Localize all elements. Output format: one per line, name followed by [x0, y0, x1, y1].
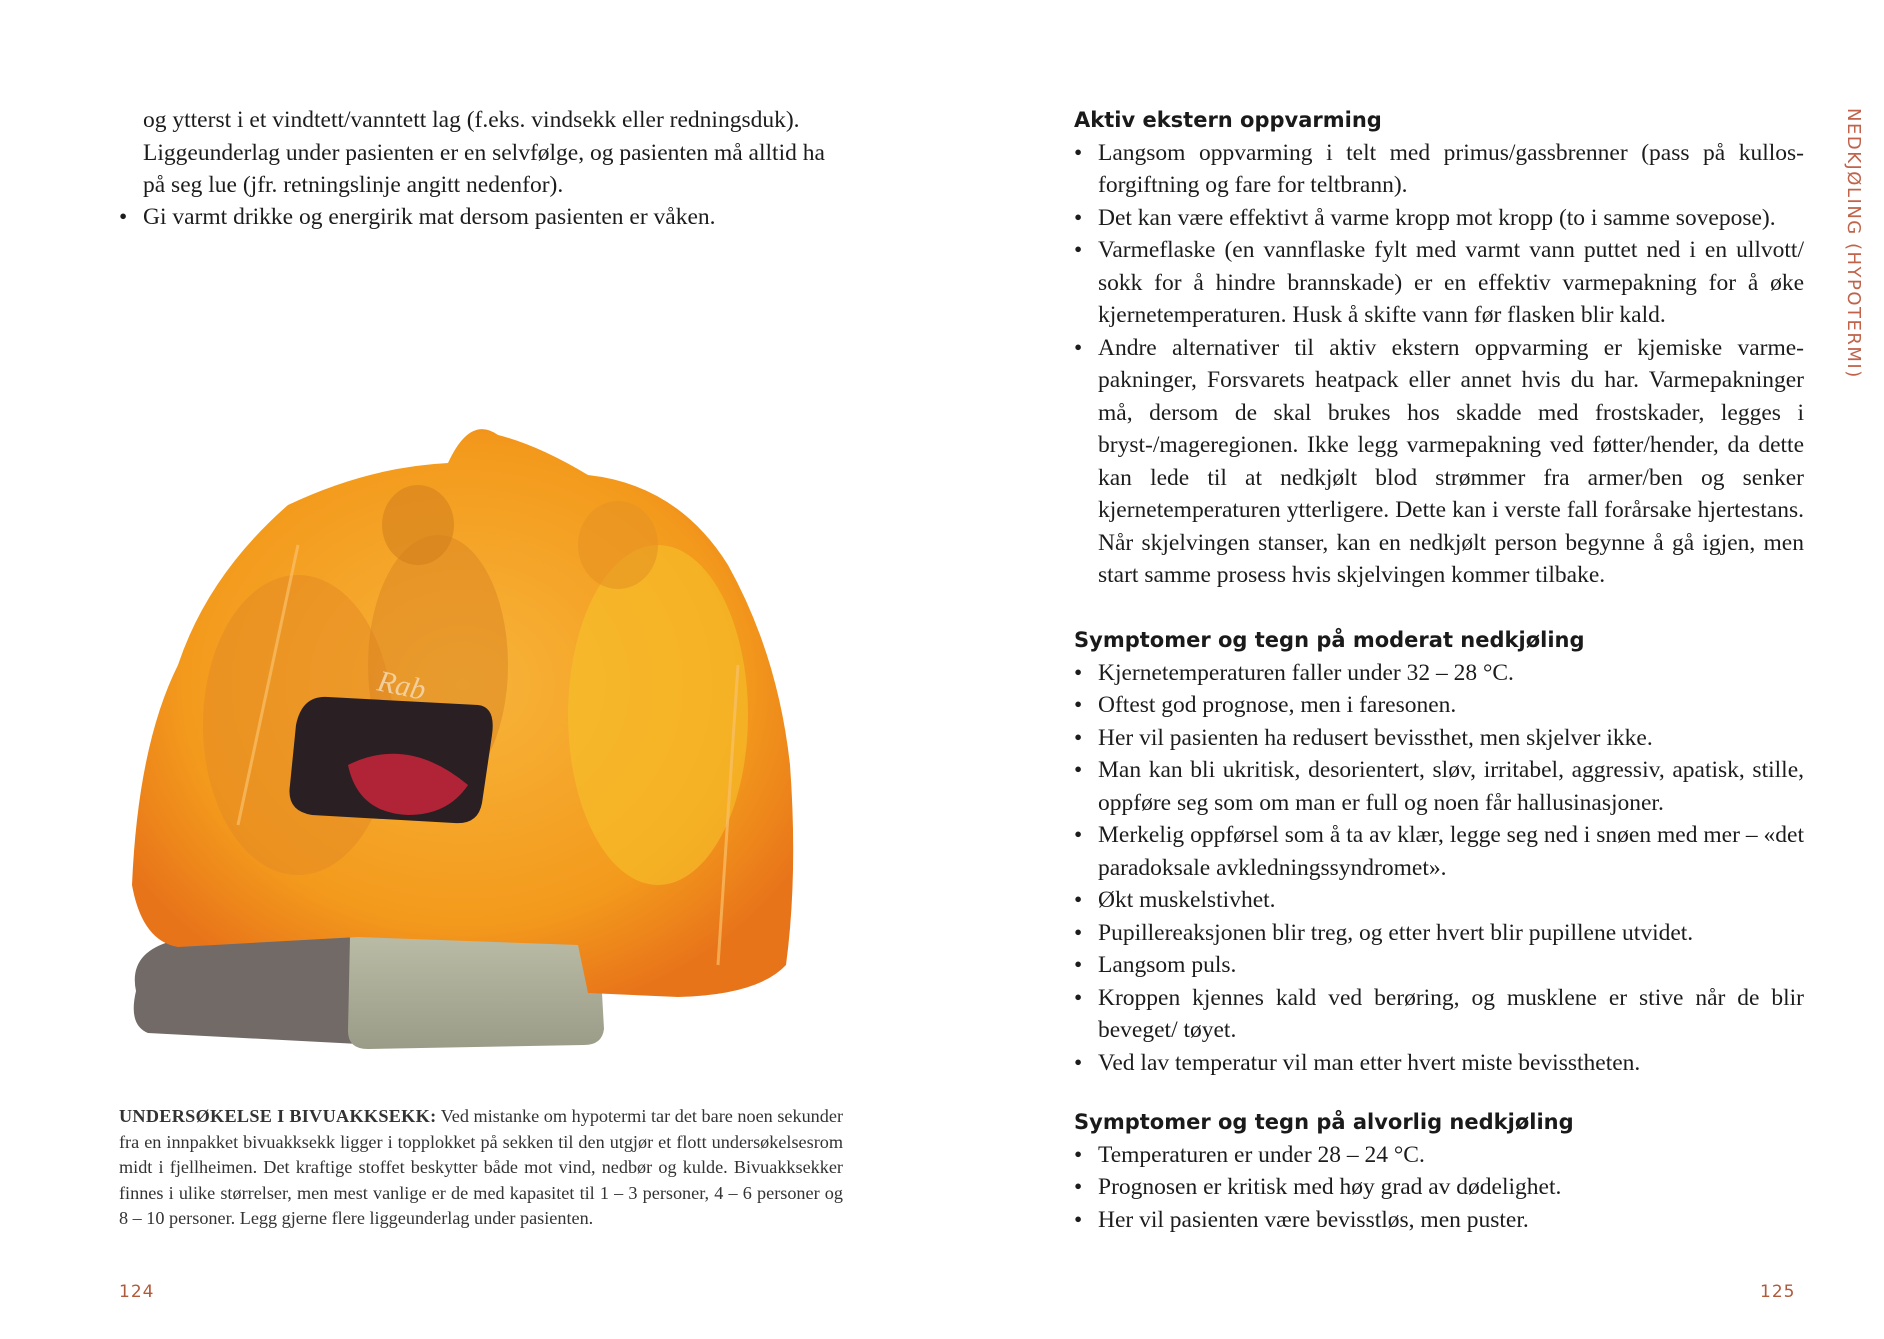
list-item: • Merkelig oppførsel som å ta av klær, legge seg ned i snøen med mer – «det paradoksale avkledningssyndromet».	[1074, 819, 1804, 884]
text-line: Liggeunderlag under pasienten er en selvfølge, og pasienten må alltid ha	[143, 139, 825, 166]
text-line: og ytterst i et vindtett/vanntett lag (f.eks. vindsekk eller redningsduk).	[143, 107, 800, 133]
caption-heading: UNDERSØKELSE I BIVUAKKSEKK:	[119, 1106, 437, 1126]
section-heading: Symptomer og tegn på alvorlig nedkjøling	[1074, 1110, 1574, 1134]
person-head	[578, 501, 658, 589]
person-shape	[568, 545, 748, 885]
page-number: 124	[119, 1282, 155, 1302]
chapter-side-tab: NEDKJØLING (HYPOTERMI)	[1843, 108, 1864, 379]
section-moderate-hypothermia	[1074, 624, 1804, 1079]
list-item: • Andre alternativer til aktiv ekstern oppvarming er kjemiske varme-pakninger, Forsvarets heatpack eller annet hvis du har. Varmepakninger må, dersom de skal brukes hos skadde med frostskader, legges i bryst-/mageregionen. Ikke legg varmepakning ved føtter/hender, da dette kan lede til at nedkjølt blod strømmer fra armer/ben og senker kjernetemperaturen ytterligere. Dette kan i verste fall forårsake hjertestans. Når skjelvingen stanser, kan en nedkjølt person begynne å gå igjen, men start samme prosess hvis skjelvingen kommer tilbake.	[1074, 332, 1804, 592]
bullet-list	[1074, 1139, 1804, 1237]
section-active-rewarming	[1074, 104, 1804, 592]
continued-paragraph	[143, 104, 843, 202]
sleeping-pad-dark	[134, 937, 378, 1045]
list-item: • Kjernetemperaturen faller under 32 – 28 °C.	[1074, 657, 1804, 690]
sleeping-pad-light	[348, 937, 604, 1049]
list-item: • Det kan være effektivt å varme kropp mot kropp (to i samme sovepose).	[1074, 202, 1804, 235]
photo-caption	[119, 1104, 843, 1232]
list-item: • Gi varmt drikke og energirik mat dersom pasienten er våken.	[119, 201, 843, 234]
section-heading: Symptomer og tegn på moderat nedkjøling	[1074, 628, 1585, 652]
list-item: • Kroppen kjennes kald ved berøring, og musklene er stive når de blir beveget/ tøyet.	[1074, 982, 1804, 1047]
list-item: • Langsom puls.	[1074, 949, 1804, 982]
list-item: • Man kan bli ukritisk, desorientert, sløv, irritabel, aggressiv, apatisk, stille, oppføre seg som om man er full og noen får hallusinasjoner.	[1074, 754, 1804, 819]
bag-logo: Rab	[374, 664, 429, 707]
page-number: 125	[1760, 1282, 1796, 1302]
text-line: på seg lue (jfr. retningslinje angitt nedenfor).	[143, 172, 564, 198]
bivouac-bag-photo	[118, 405, 838, 1055]
list-item: • Pupillereaksjonen blir treg, og etter hvert blir pupillene utvidet.	[1074, 917, 1804, 950]
section-severe-hypothermia	[1074, 1106, 1804, 1236]
list-item: • Her vil pasienten ha redusert bevissthet, men skjelver ikke.	[1074, 722, 1804, 755]
bullet-list	[119, 201, 843, 234]
list-item: • Varmeflaske (en vannflaske fylt med varmt vann puttet ned i en ullvott/ sokk for å hindre brannskade) er en effektiv varmepakning for å øke kjernetemperaturen. Husk å skifte vann før flasken blir kald.	[1074, 234, 1804, 332]
person-head	[382, 485, 454, 565]
bullet-list	[1074, 137, 1804, 592]
list-item: • Temperaturen er under 28 – 24 °C.	[1074, 1139, 1804, 1172]
bullet-list	[1074, 657, 1804, 1080]
list-item: • Langsom oppvarming i telt med primus/gassbrenner (pass på kullosforgiftning og fare for teltbrann).	[1074, 137, 1804, 202]
list-item: • Her vil pasienten være bevisstløs, men puster.	[1074, 1204, 1804, 1237]
section-heading: Aktiv ekstern oppvarming	[1074, 108, 1382, 132]
list-item: • Prognosen er kritisk med høy grad av dødelighet.	[1074, 1171, 1804, 1204]
list-item: • Økt muskelstivhet.	[1074, 884, 1804, 917]
caption-text: Ved mistanke om hypotermi tar det bare noen sekunder fra en innpakket bivuakksekk ligger i topplokket på sekken til den utgjør et flott undersøkelsesrom midt i fjellheimen. Det kraftige stoffet beskytter både mot vind, nedbør og kulde. Bivuakksekker finnes i ulike størrelser, men mest vanlige er de med kapasitet til 1 – 3 personer, 4 – 6 personer og 8 – 10 personer. Legg gjerne flere liggeunderlag under pasienten.	[119, 1106, 843, 1228]
list-item: • Ved lav temperatur vil man etter hvert miste bevisstheten.	[1074, 1047, 1804, 1080]
list-item: • Oftest god prognose, men i faresonen.	[1074, 689, 1804, 722]
